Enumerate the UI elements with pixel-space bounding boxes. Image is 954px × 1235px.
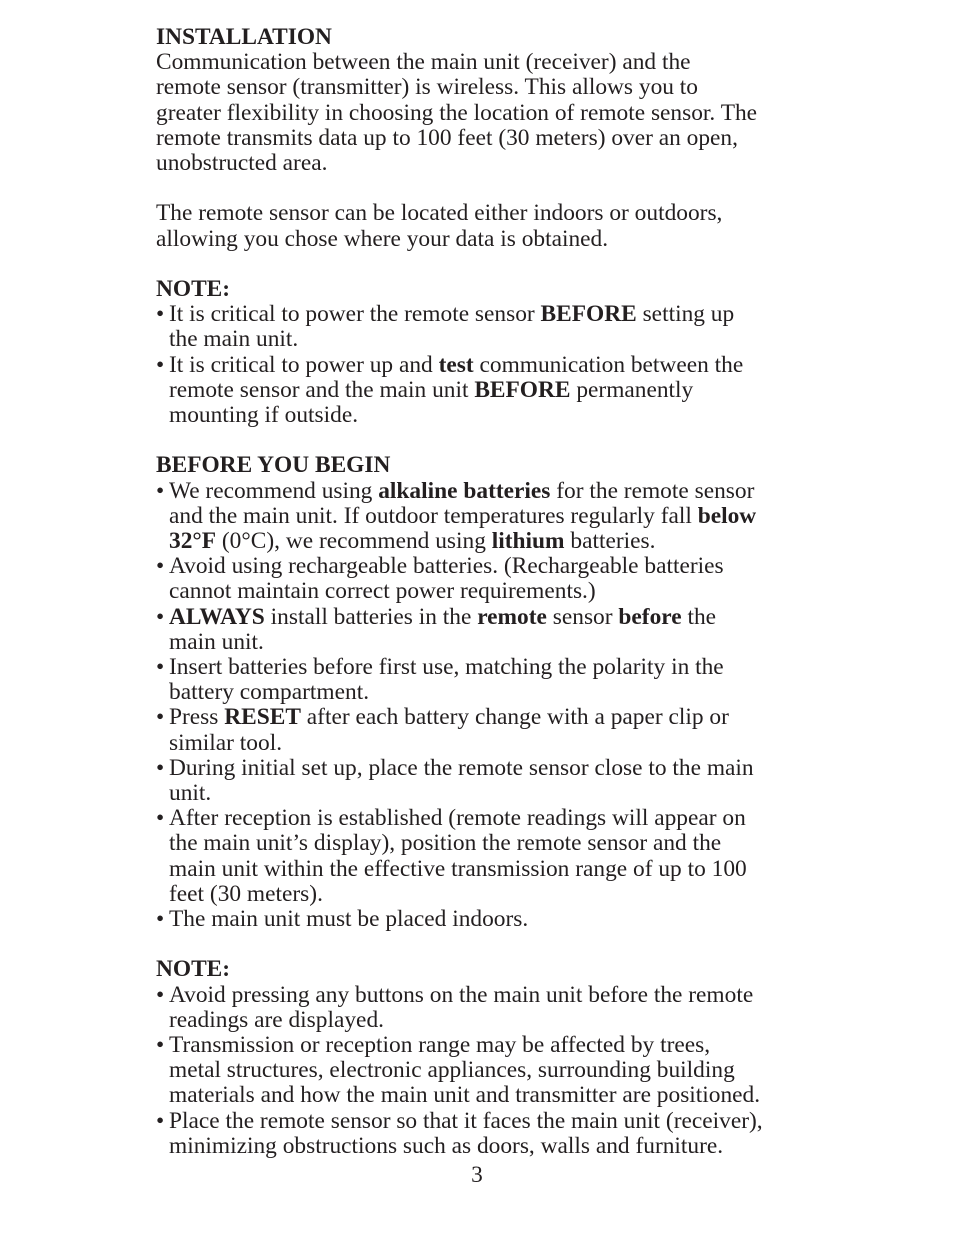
bullet-icon: • xyxy=(156,351,165,378)
item-text: We recommend using xyxy=(169,477,379,504)
list-item xyxy=(156,756,836,806)
item-text: Avoid pressing any buttons on the main unit before the remote readings are displayed. xyxy=(169,981,754,1033)
list-item xyxy=(156,1033,836,1109)
item-text: It is critical to power the remote sensor xyxy=(169,301,541,328)
bullet-icon: • xyxy=(156,981,165,1008)
spacer xyxy=(156,252,836,277)
item-text: permanently mounting if outside. xyxy=(169,376,694,429)
list-item xyxy=(156,554,836,604)
item-text: Avoid using rechargeable batteries. (Rechargeable batteries cannot maintain correct power requirements.) xyxy=(169,553,724,605)
item-emphasis: BEFORE xyxy=(474,376,571,403)
item-emphasis: lithium xyxy=(491,528,565,555)
bullet-icon: • xyxy=(156,301,165,328)
bullet-icon: • xyxy=(156,477,165,504)
item-text: after each battery change with a paper clip or similar tool. xyxy=(169,704,729,756)
installation-paragraph-1: Communication between the main unit (receiver) and the remote sensor (transmitter) is wireless. This allows you to greater flexibility in choosing the location of remote sensor. The remote transmits data up to 100 feet (30 meters) over an open, unobstructed area. xyxy=(156,49,758,177)
spacer xyxy=(156,932,836,957)
manual-page-body xyxy=(156,25,836,1159)
list-item xyxy=(156,907,836,932)
bullet-icon: • xyxy=(156,754,165,781)
item-emphasis: test xyxy=(438,351,474,378)
item-text: batteries. xyxy=(564,528,656,555)
bullet-icon: • xyxy=(156,704,165,731)
list-item xyxy=(156,806,836,907)
item-text: (0°C), we recommend using xyxy=(216,528,492,555)
note-list xyxy=(156,983,836,1159)
installation-heading: INSTALLATION xyxy=(156,24,332,50)
bullet-icon: • xyxy=(156,553,165,580)
list-item xyxy=(156,479,836,555)
item-text: During initial set up, place the remote sensor close to the main unit. xyxy=(169,754,754,807)
item-emphasis: before xyxy=(618,603,682,630)
page-number: 3 xyxy=(471,1162,483,1188)
list-item xyxy=(156,983,836,1033)
item-text: It is critical to power up and xyxy=(169,351,439,378)
bullet-icon: • xyxy=(156,1107,165,1134)
item-text: sensor xyxy=(546,603,619,630)
note-list xyxy=(156,302,836,428)
list-item xyxy=(156,302,836,352)
bullet-icon: • xyxy=(156,654,165,681)
item-emphasis: below 32°F xyxy=(169,502,757,555)
item-text: Press xyxy=(169,704,225,731)
item-emphasis: alkaline batteries xyxy=(378,477,551,504)
spacer xyxy=(156,428,836,453)
list-item xyxy=(156,1109,836,1159)
note-heading: NOTE: xyxy=(156,276,231,302)
bullet-icon: • xyxy=(156,1032,165,1059)
installation-paragraph-2: The remote sensor can be located either indoors or outdoors, allowing you chose where your data is obtained. xyxy=(156,200,723,252)
item-text: Place the remote sensor so that it faces the main unit (receiver), minimizing obstructions such as doors, walls and furniture. xyxy=(169,1107,763,1159)
before-you-begin-heading: BEFORE YOU BEGIN xyxy=(156,452,391,479)
bullet-icon: • xyxy=(156,603,165,630)
item-text: the main unit. xyxy=(169,603,717,655)
item-emphasis: RESET xyxy=(224,704,301,731)
item-text: communication between the remote sensor and the main unit xyxy=(169,351,744,403)
list-item xyxy=(156,655,836,705)
list-item xyxy=(156,605,836,655)
item-emphasis: remote xyxy=(477,603,547,630)
item-text: After reception is established (remote readings will appear on the main unit’s display), position the remote sensor and the main unit within the effective transmission range of up to 100 feet (30 meters). xyxy=(169,805,747,907)
item-text: setting up the main unit. xyxy=(169,301,735,353)
item-text: for the remote sensor and the main unit. If outdoor temperatures regularly fall xyxy=(169,477,755,529)
item-text: install batteries in the xyxy=(264,603,478,630)
list-item xyxy=(156,353,836,429)
item-text: Insert batteries before first use, matching the polarity in the battery compartment. xyxy=(169,654,724,706)
item-emphasis: BEFORE xyxy=(540,301,637,328)
bullet-icon: • xyxy=(156,805,165,832)
item-text: The main unit must be placed indoors. xyxy=(169,906,529,933)
item-emphasis: ALWAYS xyxy=(169,603,265,630)
note-heading: NOTE: xyxy=(156,956,231,983)
spacer xyxy=(156,176,836,201)
item-text: Transmission or reception range may be affected by trees, metal structures, electronic appliances, surrounding building materials and how the main unit and transmitter are positioned. xyxy=(169,1032,761,1109)
before-you-begin-list xyxy=(156,479,836,933)
list-item xyxy=(156,705,836,755)
bullet-icon: • xyxy=(156,906,165,933)
